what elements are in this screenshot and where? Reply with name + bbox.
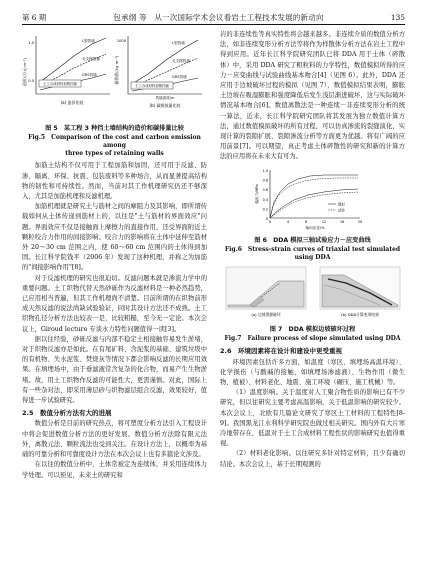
fig5b-series-label-2: 无支撑挡墙: [172, 59, 190, 63]
left-paragraph-1: 加筋土结构不仅可用于工程加筋和加固，还可用于反滤、防渗、隔离、环保、抗震、包装废料等多种场合，从而显著提高结构物的韧性和可持续性。然而，当前对其工作机理研究仍还不够深入，尤其是加筋机理和反滤机理。: [22, 162, 207, 201]
figure-6-caption-en-line2: using DDA: [294, 254, 331, 262]
fig6-series-test: [270, 178, 358, 218]
fig6-xtick: 0: [268, 219, 272, 224]
fig6-ytick: 0.6: [262, 187, 268, 192]
figure-6-plot: [220, 166, 405, 230]
section-2-6-paragraph-1: 环境因素包括许多方面，如温度（寒区、填埋场高温环境）、化学损伤（与酸碱的接触，如填埋场渗滤液）、生物作用（微生物、植被）、材料老化、地震、施工环境（碾压、施工机械）等。: [220, 358, 405, 387]
fig5a-series-label-2: 无支撑挡墙: [82, 57, 100, 61]
fig6-xtick: 8: [304, 219, 308, 224]
section-2-6-paragraph-3: （2）材料老化影响。以往研究多针对特定材料，且少有确切结论。本次会议上，基于长期观测的: [220, 450, 405, 468]
figure-6-caption-en: [220, 246, 405, 262]
fig7b-label: (b) DDA计算变形结果: [341, 312, 379, 318]
fig6-xtick: 12: [321, 219, 327, 224]
fig6-ytick: 0.2: [262, 207, 268, 212]
fig6-legend-test: 试验: [338, 207, 345, 212]
fig5a-ytick-top: 1.5: [28, 41, 34, 45]
figure-5b: [114, 36, 202, 108]
fig6-series-test-b: [270, 192, 358, 218]
fig6-legend-simulation: 模拟: [338, 201, 345, 206]
fig5a-label: (a) 造价比较: [60, 100, 84, 105]
fig6-ytick: 1.0: [262, 168, 268, 173]
section-2-5-paragraph-2: 在以往的数值分析中，土体常被定为连续体，并采用连续体力学处理。可以预见，未来土的研究和: [22, 461, 207, 479]
fig5b-xlabel: 挡墙高度/m: [155, 96, 175, 100]
figure-5-caption-en-line1: Fig.5 Comparison of the cost and carbon emission among: [28, 134, 201, 150]
fig5b-series-label-1: L型挡墙: [172, 41, 185, 45]
page-number: 135: [390, 12, 405, 22]
fig5a-ylabel: 造价/(万元·m⁻¹): [22, 58, 27, 86]
fig5b-ylabel: 碳排放/(kg·m⁻¹): [114, 55, 119, 85]
figure-5-caption-en-line2: three types of retaining walls: [65, 150, 164, 158]
fig6-ylabel: 偏应力/MPa: [255, 183, 259, 204]
fig6-yticks: [263, 169, 268, 221]
right-paragraph-1: 岩的非连续性等真实特性将会越来越多。非连续介质的数值分析方法，如非连续变形分析方法等将作为样散体分析方法在岩土工程中得到应用。近年长江科学院研究团队已将 DDA 用于土体（碎散体）中，采用 DDA 研究了粗粒料的力学特性，数值模拟所得的应力－应变曲线与试验曲线基本吻合[4]（见图 6）。此外，DDA 还应用于边坡破坏过程的模拟（见图 7），数值模拟结果表明，膨胀土边坡在吸湿膨胀和强度降低后发生浅层渐进破坏，这与实际破坏情况基本吻合[6]。数值离散法是一种连续－非连续变形分析的统一算法，近来，长江科学院研究团队将其发展为独立数值计算方法，通过数值模拟破坏的所有过程，可以仿真渗流的裂缝演化，实现计算的裂隙扩展、裂隙渗流分析等方面更为优越。将有广阔的应用前景[7]。可以期望，真正考虑土体碎散性的研究和新的计算方法的应用将在未来大有可为。: [220, 31, 405, 161]
figure-7a-image: [226, 267, 306, 309]
figure-6-caption-cn: 图 6 DDA 模拟三轴试验应力－应变曲线: [254, 236, 371, 244]
figure-6: [220, 166, 405, 262]
fig5b-series-label-3: GRS挡墙: [172, 75, 187, 79]
fig5a-series-label-3: GRS挡墙: [82, 73, 97, 77]
left-paragraph-4: 据以往经验，砂砾反滤与内部不稳定土相接触容易发生淤堵，对于织物反滤亦是如此。在有尾矿料、含泥浆的基础、建筑垃圾中的有机物、失水泥浆、焚烧灰等情况下都会影响反滤的长期应用效果。在填埋场中，由于垂滤液常含复杂的化合物，而易产生生物淤堵。故，用土工织物作反滤的可能性大，更需谨慎。对此，国际上有一些杂对法，即采用薄层砂与织物滤层组合反滤，效果较好，值得进一步试验研究。: [22, 335, 207, 405]
section-2-6-paragraph-2: （1）温度影响。关于温度对人工聚合物性质的影响已有不少研究，但以往研究主要考虑高温影响，关于低温影响的研究较少。本次会议上，北欧有几篇论文研究了寒区土工材料的工程特性[8-9]。我国黑龙江水利科学研究院也做过相关研究。国内外有大片寒冷地带存在，低温对于土工合成材料工程性状的影响研究也值得重视。: [220, 389, 405, 448]
running-title: 包承纲 等 从一次国际学术会议看岩土工程技术发展的新动向: [113, 12, 324, 22]
section-2-5-heading: 2.5 数值分析方法有大的进展: [22, 409, 112, 418]
fig5a-series-label-1: L型挡墙: [82, 39, 95, 43]
fig5a-ytick-bot: 0.5: [28, 79, 34, 83]
fig6-ytick: 0.4: [262, 197, 268, 202]
fig6-series-simulation-b: [270, 189, 358, 218]
section-2-6-heading: 2.6 环境因素将在设计和建设中更受重视: [220, 347, 343, 356]
right-column: [220, 30, 405, 470]
figure-7-images: [220, 265, 405, 319]
issue-label: 第 6 期: [22, 12, 47, 22]
figure-5-caption-cn: 图 5 某工程 3 种挡土墙结构的造价和碳排量比较: [45, 125, 184, 133]
running-header: [22, 10, 405, 24]
fig6-ytick: 0.8: [262, 178, 268, 183]
fig5b-ytick-top: 1000: [116, 39, 126, 43]
section-2-5-paragraph-1: 数值分析是目前的研究热点，将可塑度分析方法引入工程设计中将会促进数值分析方法的更好发展。数值分析方法除有限元法外，离散元法、颗粒流法也受到关注。在设计方法上，以概率为基础的可靠分析和可靠度设计方法在本次会议上也有多篇论文涉及。: [22, 420, 207, 459]
figure-7-caption-en: Fig.7 Failure process of slope simulated using DDA: [224, 335, 401, 343]
left-paragraph-2: 加筋机理就是研究土与筋材之间的摩阻力及其影响，即所谓传载如何从土体传递到筋材上的，以往是"土与筋材的界面效应"问题。界面效应不仅是接触面上摩擦力的直接作用，还受界面附近土颗粒咬合力作用的间接影响。咬合力的影响将在土体中延伸至筋材外 20～30 cm 范围之内，使 60～60 cm 范围内的土体得到加固。长江科学院钱平（2006 年）发现了这种机理，并称之为加筋的"间接影响作用"[8]。: [22, 203, 207, 272]
figure-5-caption-en: [22, 134, 207, 158]
header-rule: [22, 24, 405, 25]
figure-6-caption-en-line1: Fig.6 Stress-strain curves of triaxial test simulated: [224, 246, 401, 254]
figure-5a: [22, 36, 110, 105]
figure-7-caption-cn: 图 7 DDA 模拟边坡破坏过程: [269, 326, 356, 334]
left-column: [22, 30, 207, 481]
figure-5-plots: [22, 30, 207, 118]
fig5a-box: 土工合成材料加筋挡墙: [43, 82, 77, 86]
fig6-xtick: 16: [339, 219, 345, 224]
fig6-ytick: 0: [265, 216, 268, 221]
figure-7: [220, 265, 405, 343]
left-paragraph-3: 对于反滤机理的研究也很迫切。反滤问题本就是渗流力学中的重要问题。土工织物代替天然砂砾作为反滤材料是一种必然趋势，已应用相当普遍，但其工作机理尚不清楚。目前所谓的在织物前形成天然反滤的说法尚缺试验验证，同时其设计方法还不成熟。土工织物孔径分析方法也较表一是，比较粗糙，至今无一定论。本次会议上，Giroud lecture 专谈水力特性问题值得一读[3]。: [22, 274, 207, 333]
fig6-series-simulation: [270, 175, 358, 218]
fig5b-label: (b) 碳排放量比较: [149, 103, 181, 108]
fig7a-label: (a) 边坡滑移破坏: [251, 312, 281, 318]
fig6-xlabel: 轴向应变/%: [305, 225, 325, 230]
fig6-xtick: 4: [286, 219, 290, 224]
figure-5: [22, 30, 207, 158]
fig6-xtick: 20: [357, 219, 363, 224]
fig5b-box: 土工合成材料加筋挡墙: [135, 84, 169, 88]
figure-7b-image: [320, 267, 400, 309]
fig6-xticks: [269, 220, 362, 224]
